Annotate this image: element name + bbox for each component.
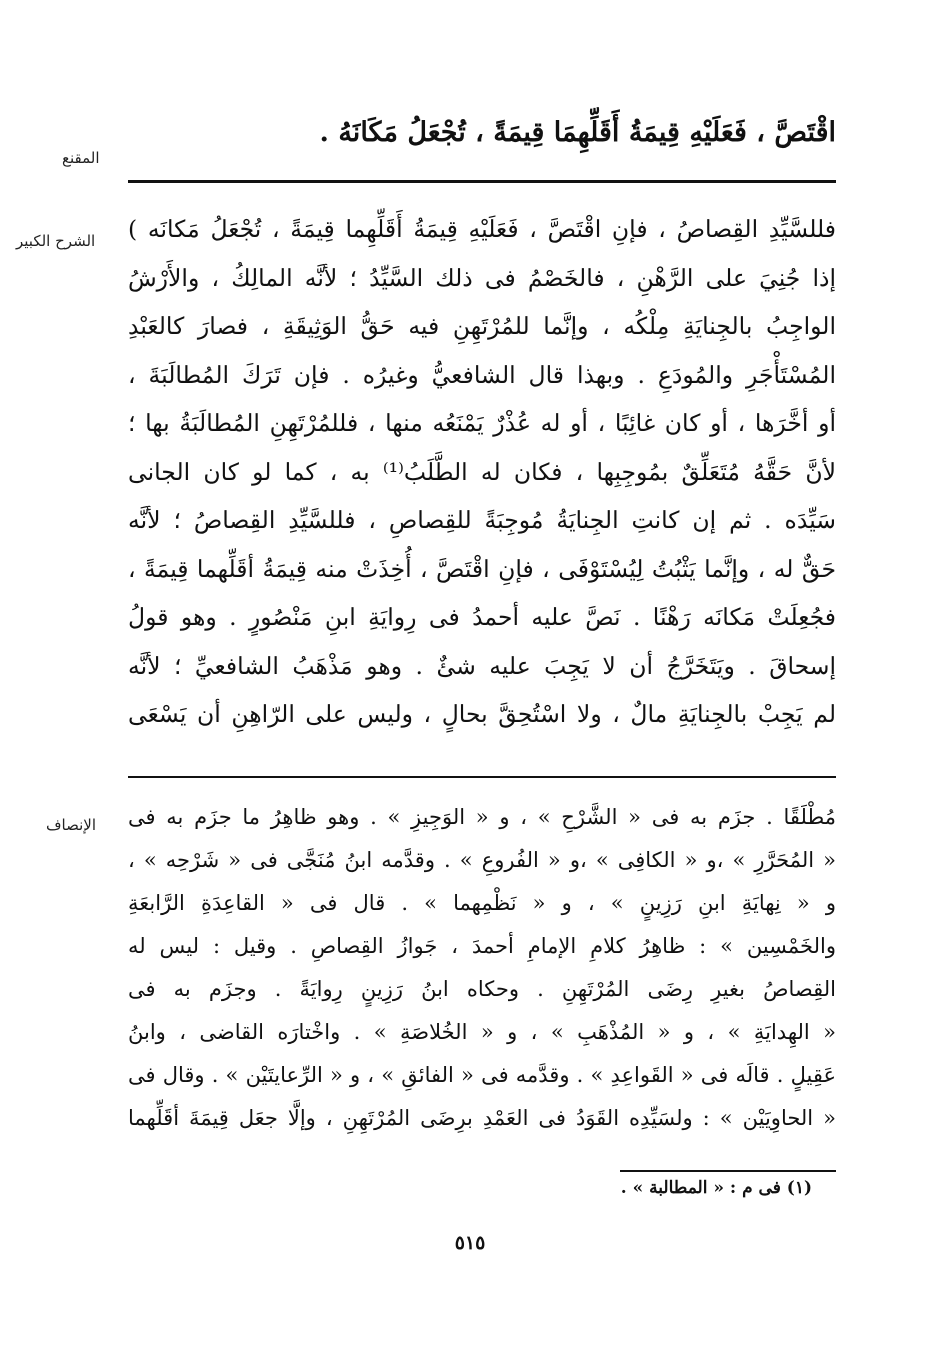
insaf-line: عَقِيلٍ . قالَه فى « القَواعِدِ » . وقدَّمه فى « الفائقِ » ، و « الرِّعايتَيْن » . وقال فى — [128, 1063, 836, 1087]
sharh-text-block — [128, 205, 836, 739]
section-divider-top — [128, 180, 836, 183]
insaf-line: « الحاوِيَيْن » : ولسَيِّدِه القَوَدُ فى العَمْدِ برِضَى المُرْتَهِنِ ، وإلَّا جعَل قِيمَةَ أقَلِّهما — [128, 1106, 836, 1130]
sharh-line: فللسَّيِّدِ القِصاصُ ، فإنِ اقْتَصَّ ، فَعَلَيْهِ قِيمَةُ أَقَلِّهِما قِيمَةً ، تُجْعَلُ مَكانَه ) — [128, 215, 836, 243]
sharh-line: الواجِبُ بالجِنايَةِ مِلْكُه ، وإنَّما للمُرْتَهِنِ فيه حَقُّ الوَثِيقَةِ ، فصارَ كالعَبْدِ — [128, 312, 836, 340]
footnote-divider — [620, 1170, 836, 1172]
sharh-line: إسحاقَ . ويَتَخَرَّجُ أن لا يَجِبَ عليه شئٌ . وهو مَذْهَبُ الشافعيِّ ؛ لأنَّه — [128, 651, 836, 680]
side-label-muqni: المقنع — [62, 149, 100, 167]
side-label-insaf: الإنصاف — [46, 816, 97, 834]
muqni-text-line: اقْتَصَّ ، فَعَلَيْهِ قِيمَةُ أَقَلِّهِمَا قِيمَةً ، تُجْعَلُ مَكَانَهُ . — [319, 117, 836, 148]
sharh-line: سَيِّدَه . ثم إن كانتِ الجِنايَةُ مُوجِبَةً للقِصاصِ ، فللسَّيِّدِ القِصاصُ ؛ لأنَّه — [128, 506, 836, 534]
muqni-text-block — [128, 106, 836, 160]
sharh-line: فجُعِلَتْ مَكانَه رَهْنًا . نَصَّ عليه أحمدُ فى رِوايَةِ ابنِ مَنْصُورٍ . وهو قولُ — [128, 603, 836, 631]
sharh-line: المُسْتَأْجَرِ والمُودَعِ . وبهذا قال الشافعيُّ وغيرُه . فإن تَرَكَ المُطالَبَةَ ، — [128, 360, 836, 389]
page-number: ٥١٥ — [454, 1232, 486, 1254]
insaf-line: والخَمْسِين » : ظاهِرُ كلامِ الإمامِ أحمدَ ، جَوازُ القِصاصِ . وقيل : ليس له — [128, 934, 836, 958]
sharh-line: لم يَجِبْ بالجِنايَةِ مالٌ ، ولا اسْتُحِقَّ بحالٍ ، وليس على الرّاهِنِ أن يَسْعَى — [128, 700, 836, 728]
sharh-line: حَقٌّ له ، وإنَّما يَثْبُتُ لِيُسْتَوْفَى ، فإنِ اقْتَصَّ ، أُخِذَتْ منه قِيمَةُ أقَلِّهما قِيمَةً ، — [128, 554, 836, 583]
insaf-line: « الهِدايَةِ » ، و « المُذْهَبِ » ، و « الخُلاصَةِ » . واخْتارَه القاضى ، وابنُ — [128, 1020, 836, 1044]
side-label-sharh: الشرح الكبير — [16, 232, 96, 250]
sharh-line: أو أخَّرَها ، أو كان غائِبًا ، أو له عُذْرٌ يَمْنَعُه منها ، فللمُرْتَهِنِ المُطالَبَةُ بها ؛ — [128, 409, 836, 437]
insaf-text-block — [128, 796, 836, 1140]
footnote: (١) فى م : « المطالبة » . — [620, 1178, 812, 1198]
sharh-line: لأنَّ حَقَّهُ مُتَعَلِّقٌ بمُوجِبِها ، فكان له الطَّلَبُ⁽¹⁾ به ، كما لو كان الجانى — [128, 457, 836, 486]
insaf-line: « المُحَرَّرِ » ،و « الكافِى » ،و « الفُروعِ » . وقدَّمه ابنُ مُنَجَّى فى « شَرْحِه » ، — [128, 848, 836, 872]
insaf-line: و « نِهايَةِ ابنِ رَزِينٍ » ، و « نَظْمِهما » . قال فى « القاعِدَةِ الرَّابعَةِ — [128, 891, 836, 915]
sharh-line: إذا جُنِيَ على الرَّهْنِ ، فالخَصْمُ فى ذلك السَّيِّدُ ؛ لأنَّه المالِكُ ، والأَرْشُ — [128, 263, 836, 292]
insaf-line: مُطْلَقًا . جزَم به فى « الشَّرْحِ » ، و « الوَجِيزِ » . وهو ظاهِرُ ما جزَم به فى — [128, 805, 836, 829]
section-divider-middle — [128, 776, 836, 778]
insaf-line: القِصاصُ بغيرِ رِضَى المُرْتَهِنِ . وحكاه ابنُ رَزِينٍ رِوايَةً . وجزَم به فى — [128, 977, 836, 1001]
